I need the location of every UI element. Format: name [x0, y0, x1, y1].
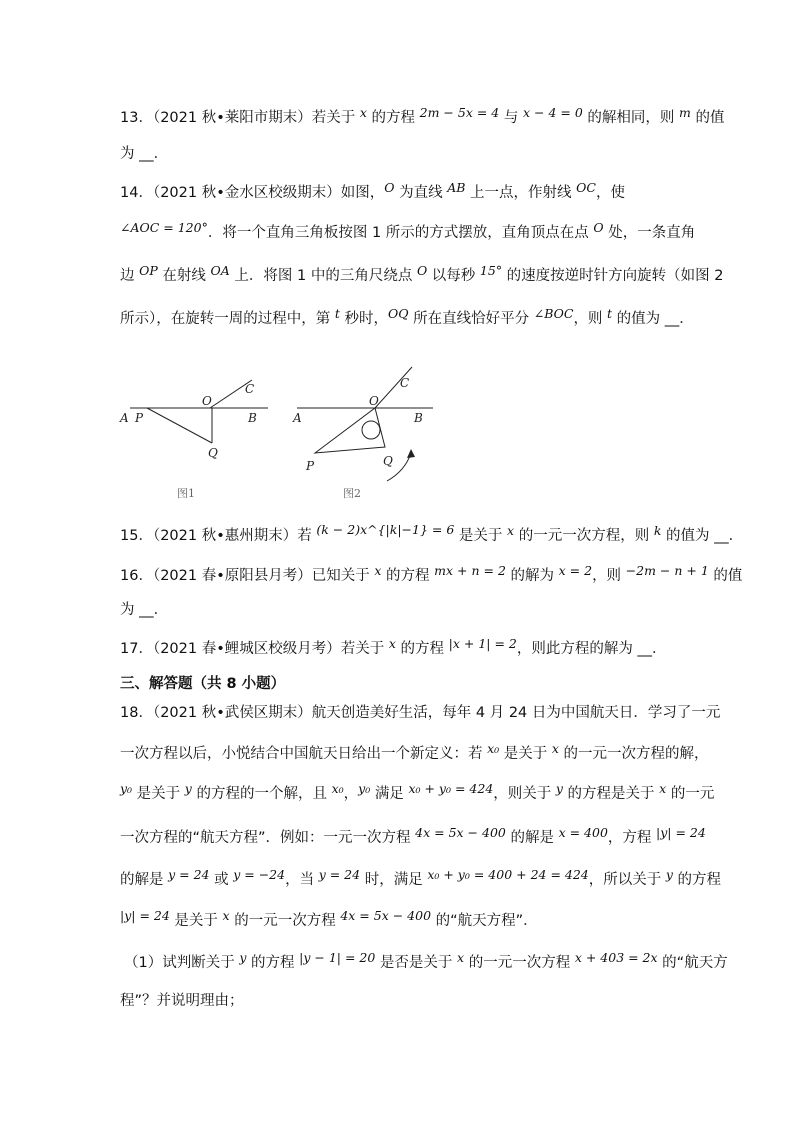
fig1-triangle-pq — [147, 408, 212, 443]
fig1-label-p: P — [135, 411, 144, 425]
q18-line-6: |y| = 24 是关于 x 的一元一次方程 4x = 5x − 400 的“航天方程”． — [120, 908, 538, 929]
fig2-label-a: A — [293, 411, 302, 425]
section-heading: 三、解答题（共 8 小题） — [120, 676, 286, 692]
q13-line-2: 为 __． — [120, 146, 169, 162]
q14-figures — [115, 365, 445, 505]
q18-line-3: y₀ 是关于 y 的方程的一个解，且 x₀，y₀ 满足 x₀ + y₀ = 424，则关于 y 的方程是关于 x 的一元 — [120, 781, 715, 802]
q18-line-5: 的解是 y = 24 或 y = −24，当 y = 24 时，满足 x₀ + y₀ = 400 + 24 = 424，所以关于 y 的方程 — [120, 867, 722, 888]
fig1-label-a: A — [120, 411, 129, 425]
fig1-label-q: Q — [208, 446, 218, 460]
q18-line-1: 18．（2021 秋•武侯区期末）航天创造美好生活，每年 4 月 24 日为中国航天日．学习了一元 — [120, 705, 721, 721]
q18-line-4: 一次方程的“航天方程”．例如：一元一次方程 4x = 5x − 400 的解是 x = 400，方程 |y| = 24 — [120, 825, 706, 846]
fig2-label-q: Q — [383, 454, 393, 468]
fig1-label-o: O — [202, 394, 212, 408]
fig2-caption: 图2 — [343, 487, 361, 500]
fig2-label-o: O — [369, 394, 379, 408]
q16-line-2: 为 __． — [120, 602, 169, 618]
fig1-label-b: B — [248, 411, 257, 425]
q18-part1-line-1: （1）试判断关于 y 的方程 |y − 1| = 20 是否是关于 x 的一元一次方程 x + 403 = 2x 的“航天方 — [124, 950, 728, 971]
q14-line-3: 边 OP 在射线 OA 上．将图 1 中的三角尺绕点 O 以每秒 15° 的速度按逆时针方向旋转（如图 2 — [120, 263, 724, 284]
fig2-label-p: P — [306, 459, 315, 473]
fig1-caption: 图1 — [177, 487, 195, 500]
fig2-triangle — [315, 408, 385, 453]
q18-line-2: 一次方程以后，小悦结合中国航天日给出一个新定义：若 x₀ 是关于 x 的一元一次方程的解， — [120, 741, 709, 762]
fig2-label-b: B — [414, 411, 423, 425]
q18-part1-line-2: 程”？并说明理由； — [120, 993, 244, 1009]
fig2-triangle-hole — [362, 421, 380, 439]
figure-2 — [297, 367, 433, 481]
fig2-arrow-head — [407, 449, 415, 458]
q14-line-1: 14．（2021 秋•金水区校级期末）如图，O 为直线 AB 上一点，作射线 OC，使 — [120, 180, 625, 201]
q16-line-1: 16．（2021 春•原阳县月考）已知关于 x 的方程 mx + n = 2 的解为 x = 2，则 −2m − n + 1 的值 — [120, 563, 743, 584]
q17-line-1: 17．（2021 春•鲤城区校级月考）若关于 x 的方程 |x + 1| = 2，则此方程的解为 __． — [120, 636, 667, 657]
q13-line-1: 13．（2021 秋•莱阳市期末）若关于 x 的方程 2m − 5x = 4 与 x − 4 = 0 的解相同，则 m 的值 — [120, 105, 725, 126]
q15-line-1: 15．（2021 秋•惠州期末）若 (k − 2)x^{|k|−1} = 6 是关于 x 的一元一次方程，则 k 的值为 __． — [120, 522, 744, 544]
q14-line-4: 所示），在旋转一周的过程中，第 t 秒时，OQ 所在直线恰好平分 ∠BOC，则 t 的值为 __． — [120, 306, 694, 327]
fig2-label-c: C — [400, 376, 410, 390]
q14-line-2: ∠AOC = 120°．将一个直角三角板按图 1 所示的方式摆放，直角顶点在点 O 处，一条直角 — [120, 220, 696, 241]
fig1-label-c: C — [245, 382, 255, 396]
